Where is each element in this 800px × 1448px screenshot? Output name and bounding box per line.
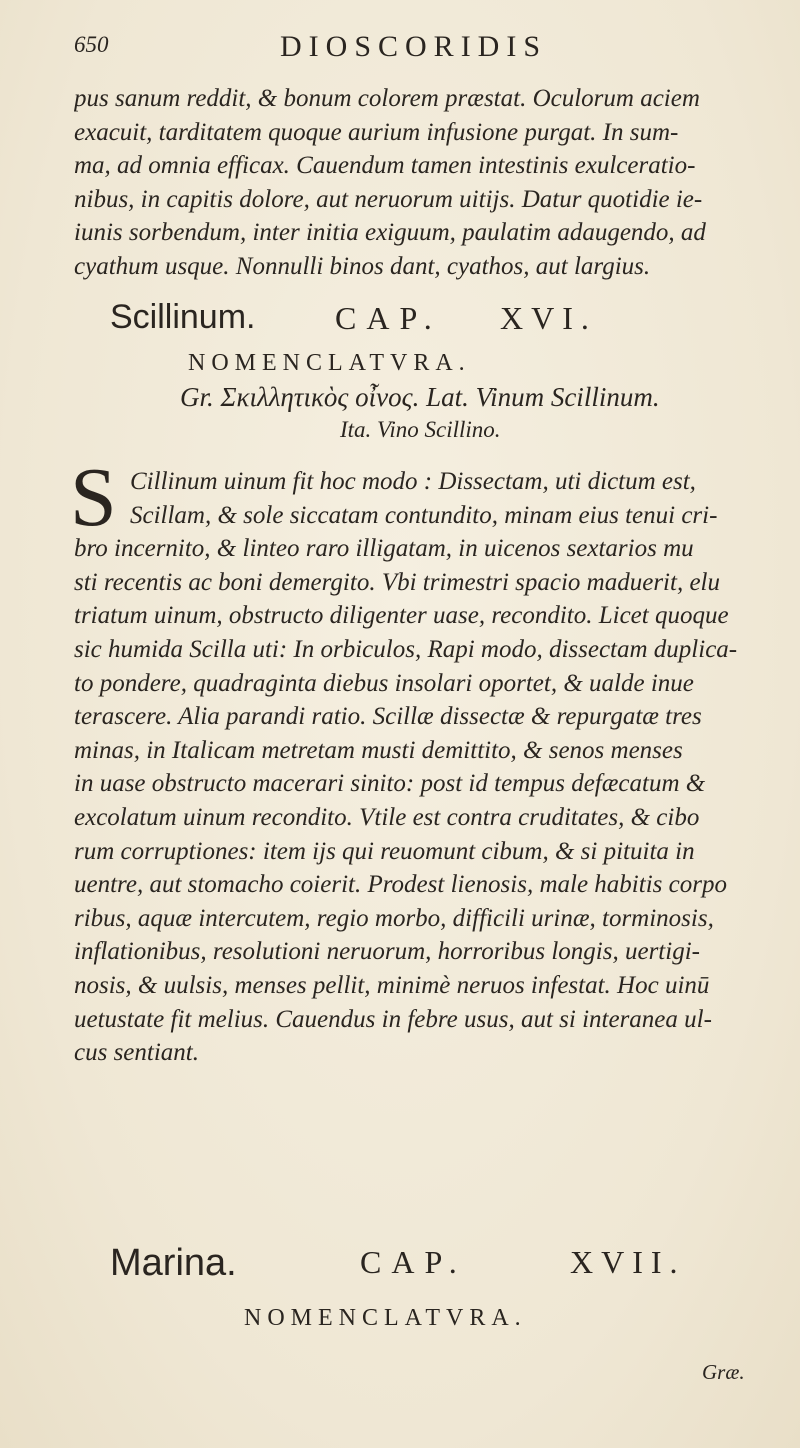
chapter-heading-17 — [110, 1242, 750, 1292]
drop-cap-letter: S — [70, 451, 117, 544]
chapter-cap-label: CAP. — [360, 1244, 467, 1280]
text-line: minas, in Italicam metretam musti demittito, & senos menses — [74, 736, 683, 764]
nomenclatura-heading: NOMENCLATVRA. — [244, 1305, 527, 1331]
text-line: bro incernito, & linteo raro illigatam, in uicenos sextarios mu — [74, 535, 694, 563]
chapter-number: XVI. — [500, 300, 597, 336]
text-line: Cillinum uinum fit hoc modo : Dissectam, uti dictum est, — [130, 468, 696, 495]
chapter-number: XVII. — [570, 1244, 686, 1280]
text-line: uentre, aut stomacho coierit. Prodest lienosis, male habitis corpo — [74, 871, 727, 899]
text-line: rum corruptiones: item ijs qui reuomunt cibum, & si pituita in — [74, 837, 695, 865]
text-line: terascere. Alia parandi ratio. Scillæ dissectæ & repurgatæ tres — [74, 703, 702, 731]
page-number: 650 — [74, 32, 109, 57]
greek-latin-names: Gr. Σκιλλητικὸς οἶνος. Lat. Vinum Scillinum. — [180, 382, 660, 412]
text-line: uetustate fit melius. Cauendus in febre usus, aut si interanea ul- — [74, 1005, 712, 1033]
text-line: exacuit, tarditatem quoque aurium infusione purgat. In sum- — [74, 118, 679, 146]
chapter-cap-label: CAP. — [335, 300, 442, 336]
text-line: excolatum uinum recondito. Vtile est contra cruditates, & cibo — [74, 803, 700, 831]
text-line: cyathum usque. Nonnulli binos dant, cyathos, aut largius. — [74, 252, 651, 280]
text-line: triatum uinum, obstructo diligenter uase, recondito. Licet quoque — [74, 602, 729, 630]
italian-name: Ita. Vino Scillino. — [340, 417, 501, 442]
text-line: inflationibus, resolutioni neruorum, horroribus longis, uertigi- — [74, 938, 700, 966]
text-line: sic humida Scilla uti: In orbiculos, Rapi modo, dissectam duplica- — [74, 635, 738, 663]
paragraph-continued — [74, 82, 764, 284]
text-line: iunis sorbendum, inter initia exiguum, paulatim adaugendo, ad — [74, 219, 706, 247]
text-line: pus sanum reddit, & bonum colorem præstat. Oculorum aciem — [74, 85, 700, 112]
text-line: ribus, aquæ intercutem, regio morbo, difficili urinæ, torminosis, — [74, 904, 714, 932]
chapter-16-text — [74, 465, 764, 1070]
text-line: in uase obstructo macerari sinito: post id tempus defæcatum & — [74, 770, 706, 798]
text-line: Scillam, & sole siccatam contundito, minam eius tenui cri- — [130, 501, 718, 529]
running-head: DIOSCORIDIS — [280, 30, 548, 63]
text-line: nibus, in capitis dolore, aut neruorum uitijs. Datur quotidie ie- — [74, 185, 703, 213]
text-line: nosis, & uulsis, menses pellit, minimè neruos infestat. Hoc uinū — [74, 971, 710, 999]
page-header — [70, 30, 730, 70]
text-line: cus sentiant. — [74, 1039, 199, 1067]
catchword: Græ. — [702, 1360, 745, 1384]
text-line: sti recentis ac boni demergito. Vbi trimestri spacio maduerit, elu — [74, 568, 720, 596]
text-line: to pondere, quadraginta diebus insolari oportet, & ualde inue — [74, 669, 694, 697]
nomenclatura-heading: NOMENCLATVRA. — [188, 350, 471, 376]
text-line: ma, ad omnia efficax. Cauendum tamen intestinis exulceratio- — [74, 152, 696, 180]
chapter-heading-16 — [110, 298, 750, 348]
chapter-title: Marina. — [110, 1242, 237, 1284]
chapter-title: Scillinum. — [110, 298, 256, 336]
